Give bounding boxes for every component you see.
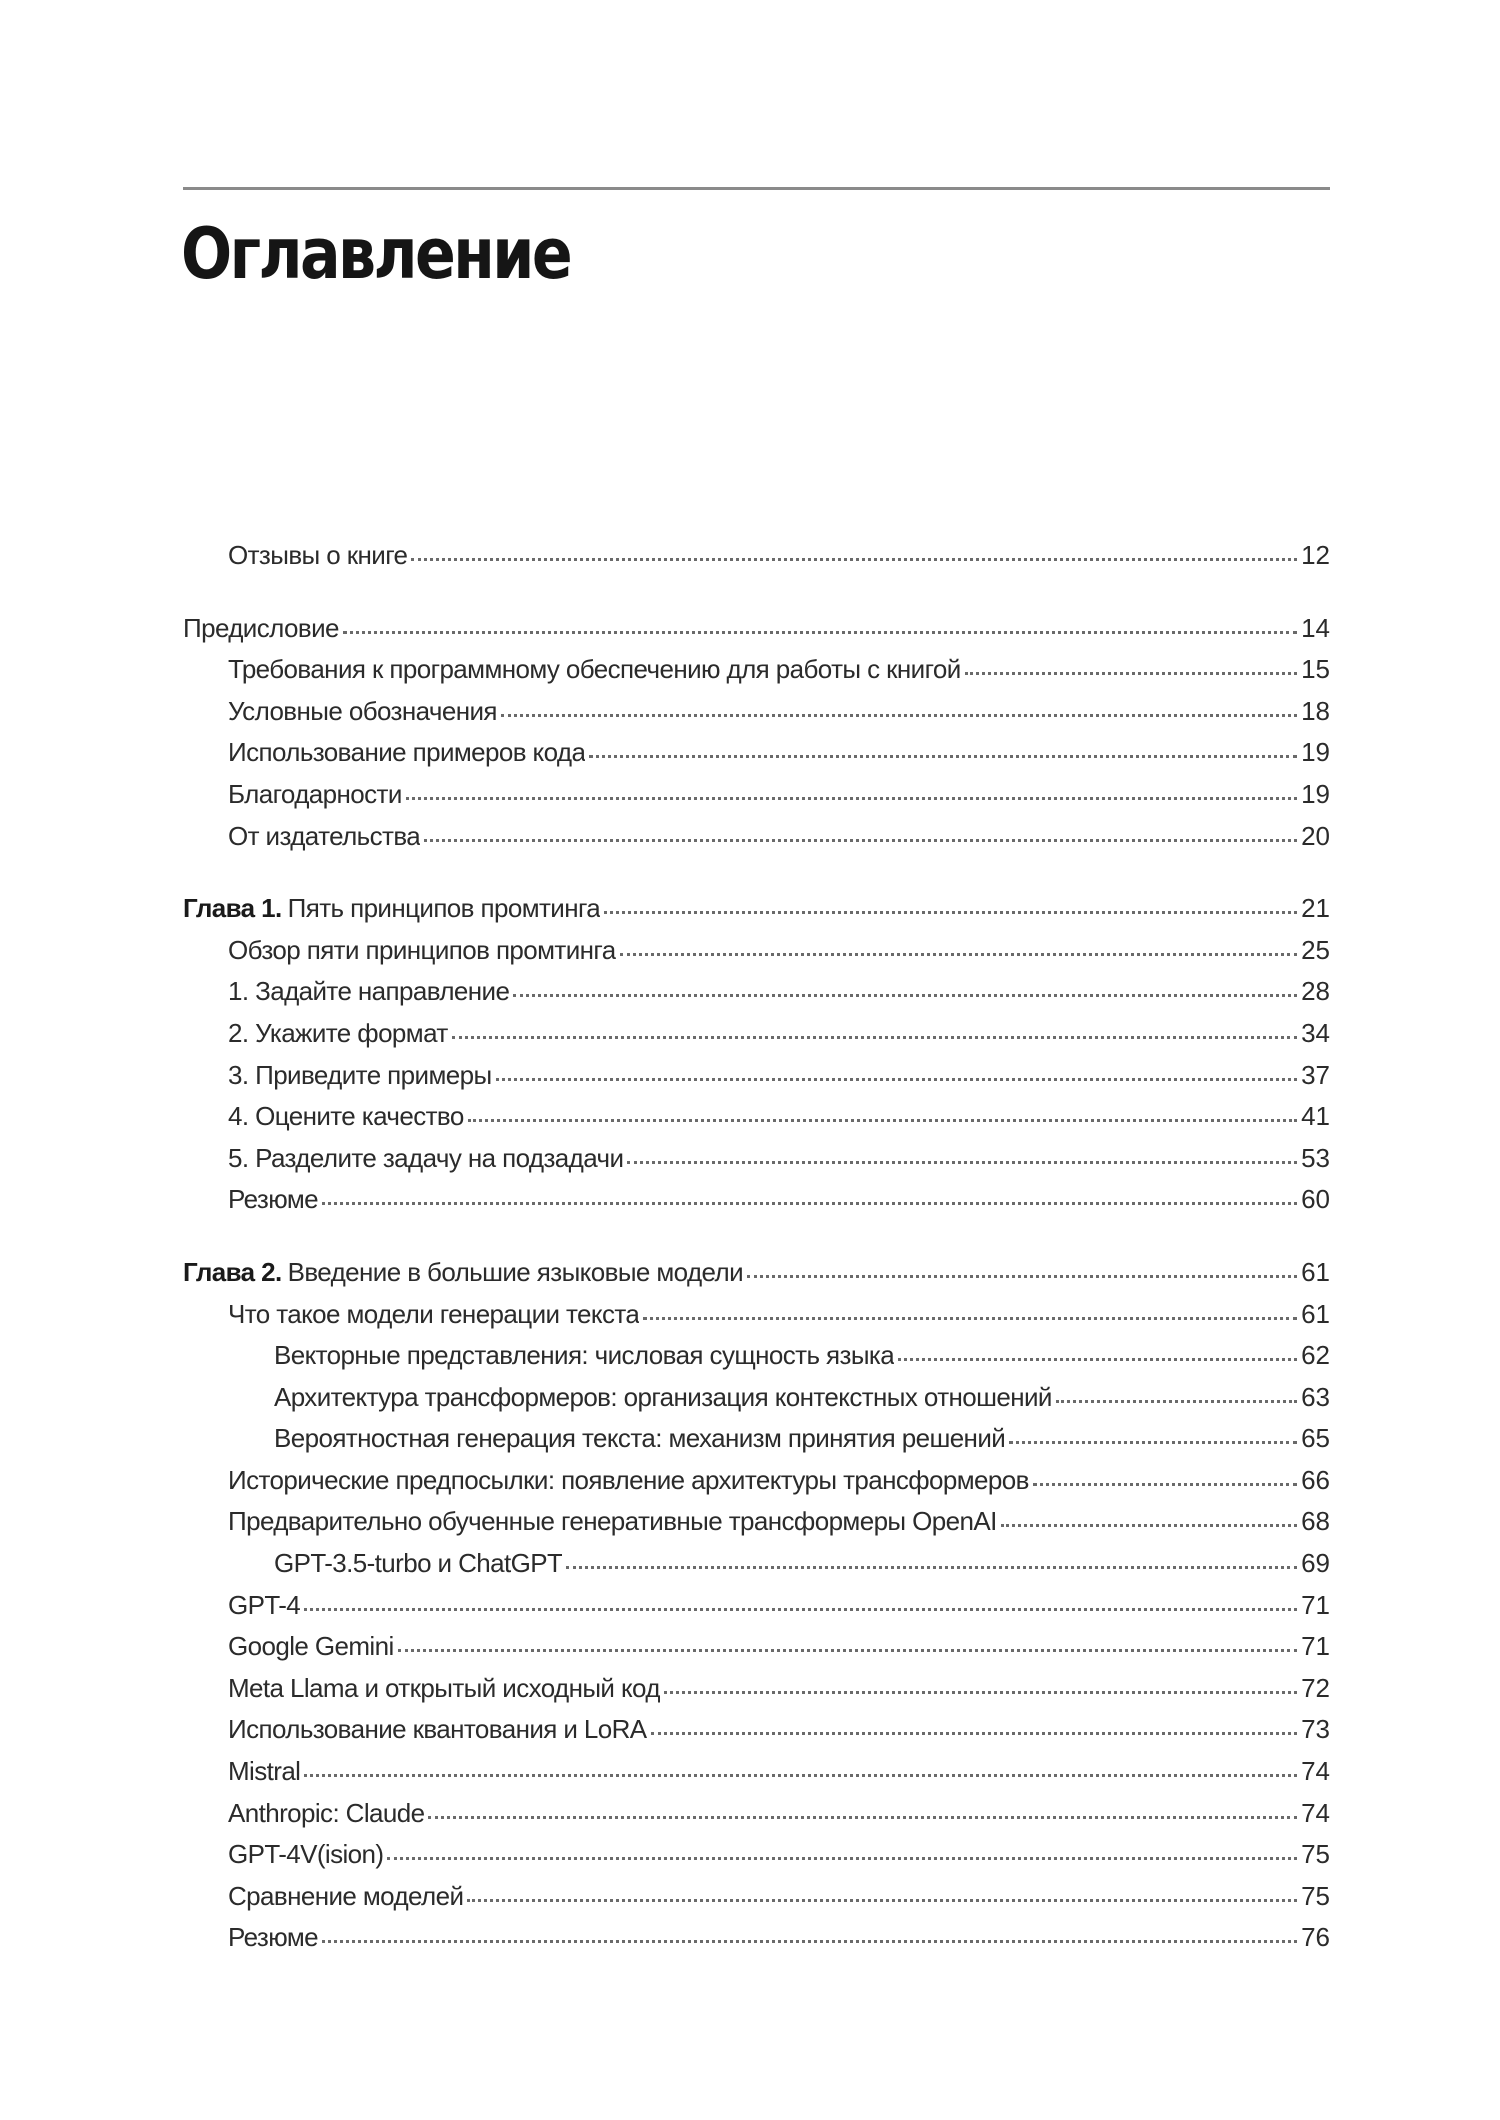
toc-group <box>183 1252 1330 1959</box>
page-number: 69 <box>1301 1548 1330 1579</box>
toc-section-entry[interactable] <box>183 1096 1330 1138</box>
entry-title <box>228 1460 1029 1502</box>
dot-leader <box>406 796 1297 800</box>
toc-chapter-entry[interactable] <box>183 888 1330 930</box>
entry-title-text: Предварительно обученные генеративные трансформеры OpenAI <box>228 1506 997 1537</box>
toc-section-entry[interactable] <box>183 774 1330 816</box>
toc-section-entry[interactable] <box>183 1055 1330 1097</box>
entry-title <box>183 1252 743 1294</box>
entry-title <box>183 608 339 650</box>
dot-leader <box>496 1077 1297 1081</box>
dot-leader <box>664 1690 1297 1694</box>
toc-chapter-entry[interactable] <box>183 1252 1330 1294</box>
entry-title-text: GPT-4 <box>228 1589 301 1620</box>
page-number: 60 <box>1301 1184 1330 1215</box>
dot-leader <box>387 1856 1297 1860</box>
entry-title-text: Anthropic: Claude <box>228 1797 425 1828</box>
dot-leader <box>428 1815 1297 1819</box>
page-number: 66 <box>1301 1464 1330 1495</box>
dot-leader <box>1009 1440 1297 1444</box>
toc-section-entry[interactable] <box>183 1460 1330 1502</box>
page-number: 65 <box>1301 1423 1330 1454</box>
entry-title-text: Резюме <box>228 1184 318 1215</box>
dot-leader <box>1033 1482 1297 1486</box>
page-number: 61 <box>1301 1298 1330 1329</box>
entry-title <box>228 1294 639 1336</box>
page-number: 72 <box>1301 1672 1330 1703</box>
dot-leader <box>1001 1523 1297 1527</box>
toc-section-entry[interactable] <box>183 1668 1330 1710</box>
dot-leader <box>322 1201 1297 1205</box>
entry-title <box>228 1834 383 1876</box>
toc-group <box>183 608 1330 858</box>
dot-leader <box>467 1898 1297 1902</box>
entry-title <box>228 930 616 972</box>
toc-section-entry[interactable] <box>183 1179 1330 1221</box>
page-number: 34 <box>1301 1017 1330 1048</box>
page-number: 73 <box>1301 1714 1330 1745</box>
entry-title-text: Исторические предпосылки: появление архитектуры трансформеров <box>228 1464 1029 1495</box>
toc-group <box>183 535 1330 577</box>
page-number: 12 <box>1301 540 1330 570</box>
toc-section-entry[interactable] <box>183 971 1330 1013</box>
entry-title-text: GPT-4V(ision) <box>228 1839 384 1870</box>
entry-title-text: Использование примеров кода <box>228 737 586 768</box>
entry-title <box>274 1377 1052 1419</box>
entry-title-text: Пять принципов промтинга <box>287 893 601 924</box>
toc-section-entry[interactable] <box>183 1751 1330 1793</box>
dot-leader <box>513 993 1297 997</box>
toc-subsection-entry[interactable] <box>183 1543 1330 1585</box>
entry-title <box>228 1501 997 1543</box>
dot-leader <box>589 754 1297 758</box>
entry-title-text: Отзывы о книге <box>228 540 408 570</box>
page-number: 19 <box>1301 737 1330 768</box>
page-number: 63 <box>1301 1381 1330 1412</box>
page-number: 71 <box>1301 1631 1330 1662</box>
entry-title <box>274 1418 1005 1460</box>
entry-title-text: Архитектура трансформеров: организация контекстных отношений <box>274 1381 1052 1412</box>
entry-title <box>228 774 402 816</box>
entry-title-text: Обзор пяти принципов промтинга <box>228 934 616 965</box>
entry-title <box>274 1543 562 1585</box>
entry-title <box>228 1055 492 1097</box>
entry-title <box>228 649 961 691</box>
chapter-label: Глава 1. <box>183 893 282 924</box>
entry-title <box>228 1096 464 1138</box>
page-number: 37 <box>1301 1059 1330 1090</box>
entry-title-text: 1. Задайте направление <box>228 976 510 1007</box>
dot-leader <box>965 671 1297 675</box>
toc-section-entry[interactable] <box>183 1013 1330 1055</box>
entry-title-text: 3. Приведите примеры <box>228 1059 492 1090</box>
entry-title <box>228 1013 448 1055</box>
chapter-label: Глава 2. <box>183 1256 282 1287</box>
entry-title-text: Mistral <box>228 1756 301 1787</box>
dot-leader <box>304 1607 1297 1611</box>
toc-section-entry[interactable] <box>183 1501 1330 1543</box>
toc-section-entry[interactable] <box>183 1793 1330 1835</box>
entry-title-text: 5. Разделите задачу на подзадачи <box>228 1142 624 1173</box>
toc-section-entry[interactable] <box>183 1917 1330 1959</box>
dot-leader <box>501 713 1297 717</box>
page-title: Оглавление <box>181 213 571 295</box>
table-of-contents <box>183 535 1330 1959</box>
entry-title <box>228 732 585 774</box>
entry-title <box>228 1876 463 1918</box>
page-number: 19 <box>1301 778 1330 809</box>
entry-title-text: Предисловие <box>183 612 339 643</box>
toc-section-entry[interactable] <box>183 1876 1330 1918</box>
entry-title <box>228 1179 318 1221</box>
entry-title-text: От издательства <box>228 820 421 851</box>
dot-leader <box>898 1357 1297 1361</box>
toc-group <box>183 888 1330 1221</box>
entry-title <box>274 1335 894 1377</box>
entry-title <box>228 1138 623 1180</box>
toc-section-entry[interactable] <box>183 1585 1330 1627</box>
entry-title <box>228 1751 300 1793</box>
entry-title-text: Условные обозначения <box>228 695 497 726</box>
entry-title-text: Требования к программному обеспечению для работы с книгой <box>228 654 961 685</box>
entry-title-text: Meta Llama и открытый исходный код <box>228 1672 660 1703</box>
toc-section-entry[interactable] <box>183 1834 1330 1876</box>
page-number: 21 <box>1301 893 1330 924</box>
entry-title-text: Google Gemini <box>228 1631 394 1662</box>
dot-leader <box>604 910 1297 914</box>
dot-leader <box>411 557 1297 561</box>
entry-title <box>228 1626 394 1668</box>
dot-leader <box>343 630 1297 634</box>
toc-section-entry[interactable] <box>183 1626 1330 1668</box>
page-number: 74 <box>1301 1797 1330 1828</box>
dot-leader <box>620 952 1297 956</box>
entry-title-text: Вероятностная генерация текста: механизм принятия решений <box>274 1423 1006 1454</box>
entry-title-text: 2. Укажите формат <box>228 1017 448 1048</box>
entry-title-text: Сравнение моделей <box>228 1880 464 1911</box>
page-number: 41 <box>1301 1101 1330 1132</box>
entry-title <box>228 1709 647 1751</box>
page-number: 76 <box>1301 1922 1330 1953</box>
entry-title <box>228 816 420 858</box>
toc-section-entry[interactable] <box>183 816 1330 858</box>
entry-title-text: GPT-3.5-turbo и ChatGPT <box>274 1548 563 1579</box>
toc-section-entry[interactable] <box>183 930 1330 972</box>
header-rule <box>183 187 1330 190</box>
dot-leader <box>398 1648 1297 1652</box>
entry-title-text: Что такое модели генерации текста <box>228 1298 640 1329</box>
page-number: 20 <box>1301 820 1330 851</box>
dot-leader <box>747 1274 1297 1278</box>
toc-section-entry[interactable] <box>183 649 1330 691</box>
entry-title <box>228 1585 300 1627</box>
entry-title <box>228 1917 318 1959</box>
toc-section-entry[interactable] <box>183 732 1330 774</box>
toc-subsection-entry[interactable] <box>183 1335 1330 1377</box>
page-number: 74 <box>1301 1756 1330 1787</box>
entry-title-text: Введение в большие языковые модели <box>287 1256 744 1287</box>
dot-leader <box>304 1773 1297 1777</box>
toc-section-entry[interactable] <box>183 1709 1330 1751</box>
toc-section-entry[interactable] <box>183 535 1330 577</box>
page-number: 28 <box>1301 976 1330 1007</box>
dot-leader <box>1056 1399 1297 1403</box>
toc-subsection-entry[interactable] <box>183 1377 1330 1419</box>
dot-leader <box>452 1035 1297 1039</box>
entry-title <box>228 1668 660 1710</box>
toc-subsection-entry[interactable] <box>183 1418 1330 1460</box>
dot-leader <box>566 1565 1297 1569</box>
page-number: 75 <box>1301 1880 1330 1911</box>
dot-leader <box>322 1939 1297 1943</box>
toc-section-entry[interactable] <box>183 1138 1330 1180</box>
dot-leader <box>643 1316 1297 1320</box>
entry-title <box>228 971 509 1013</box>
page-number: 75 <box>1301 1839 1330 1870</box>
entry-title <box>228 535 407 577</box>
entry-title-text: Благодарности <box>228 778 402 809</box>
page-number: 14 <box>1301 612 1330 643</box>
page-number: 62 <box>1301 1340 1330 1371</box>
entry-title <box>183 888 600 930</box>
toc-section-entry[interactable] <box>183 1294 1330 1336</box>
dot-leader <box>424 838 1297 842</box>
page-number: 15 <box>1301 654 1330 685</box>
toc-chapter-entry[interactable] <box>183 608 1330 650</box>
dot-leader <box>468 1118 1297 1122</box>
toc-section-entry[interactable] <box>183 691 1330 733</box>
dot-leader <box>627 1160 1297 1164</box>
entry-title-text: Использование квантования и LoRA <box>228 1714 647 1745</box>
entry-title-text: 4. Оцените качество <box>228 1101 464 1132</box>
page-number: 53 <box>1301 1142 1330 1173</box>
entry-title-text: Векторные представления: числовая сущность языка <box>274 1340 895 1371</box>
page-number: 61 <box>1301 1256 1330 1287</box>
page-number: 25 <box>1301 934 1330 965</box>
entry-title <box>228 1793 424 1835</box>
page-number: 68 <box>1301 1506 1330 1537</box>
page-number: 71 <box>1301 1589 1330 1620</box>
page-number: 18 <box>1301 695 1330 726</box>
dot-leader <box>651 1731 1297 1735</box>
entry-title <box>228 691 497 733</box>
entry-title-text: Резюме <box>228 1922 318 1953</box>
